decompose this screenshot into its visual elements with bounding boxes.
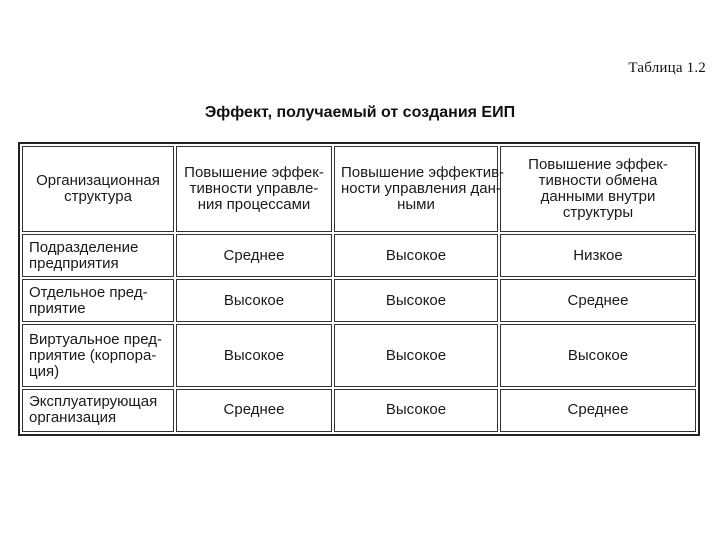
header-data-exchange <box>500 146 696 232</box>
row-label-line: Эксплуатирующая <box>29 393 158 411</box>
table-cell: Высокое <box>334 234 498 277</box>
header-line: ния процессами <box>197 196 311 213</box>
table-cell: Среднее <box>500 279 696 322</box>
row-label-line: Виртуальное пред- <box>29 330 163 348</box>
table-cell: Высокое <box>334 389 498 432</box>
header-org-structure <box>22 146 174 232</box>
table-cell: Высокое <box>176 279 332 322</box>
row-label-line: организация <box>29 409 117 427</box>
header-data-management <box>334 146 505 232</box>
table-cell: Высокое <box>334 279 498 322</box>
row-label-line: Подразделение <box>29 238 139 256</box>
header-process-management <box>176 146 332 232</box>
header-line: данными внутри <box>540 188 656 205</box>
table-cell: Высокое <box>500 324 696 387</box>
effect-table <box>18 142 700 436</box>
row-label-line: ция) <box>29 362 60 380</box>
table-row <box>22 279 696 322</box>
header-line: Повышение эффек- <box>184 164 324 181</box>
table-row <box>22 234 696 277</box>
table-cell: Среднее <box>176 234 332 277</box>
table-row <box>22 324 696 387</box>
row-label <box>22 389 174 432</box>
header-line: Повышение эффектив- <box>341 164 505 181</box>
table-cell: Высокое <box>334 324 498 387</box>
header-line: ными <box>397 196 435 213</box>
row-label-line: приятие <box>29 299 86 317</box>
table-row <box>22 389 696 432</box>
row-label-line: Отдельное пред- <box>29 283 148 301</box>
header-line: тивности управле- <box>189 180 319 197</box>
header-line: Повышение эффек- <box>528 156 668 173</box>
header-line: ности управления дан- <box>341 180 501 197</box>
row-label <box>22 324 174 387</box>
table-cell: Высокое <box>176 324 332 387</box>
header-line: структуры <box>562 204 634 221</box>
table-cell: Среднее <box>176 389 332 432</box>
table-caption: Таблица 1.2 <box>628 60 706 76</box>
header-line: структура <box>64 188 132 205</box>
row-label-line: приятие (корпора- <box>29 346 157 364</box>
table-cell: Среднее <box>500 389 696 432</box>
table-title: Эффект, получаемый от создания ЕИП <box>204 104 516 121</box>
header-row <box>22 146 696 232</box>
header-line: Организационная <box>36 172 160 189</box>
row-label <box>22 234 174 277</box>
row-label-line: предприятия <box>29 254 119 272</box>
header-line: тивности обмена <box>538 172 658 189</box>
table-cell: Низкое <box>500 234 696 277</box>
row-label <box>22 279 174 322</box>
